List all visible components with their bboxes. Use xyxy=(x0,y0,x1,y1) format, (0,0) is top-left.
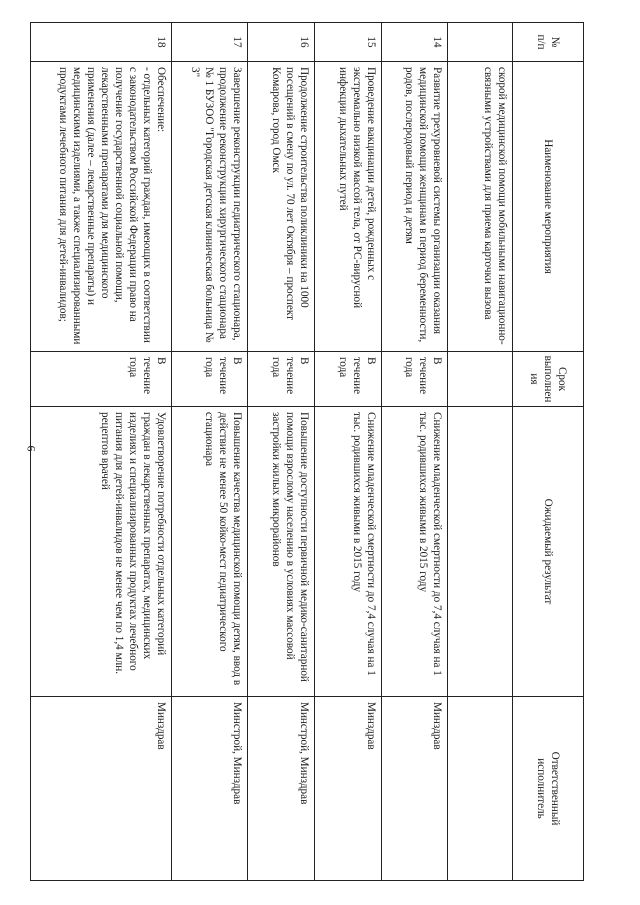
row-term: В течение года xyxy=(315,352,382,407)
row-num: 17 xyxy=(172,23,248,62)
row-term: В течение года xyxy=(382,352,448,407)
row-num: 14 xyxy=(382,23,448,62)
header-name: Наименование мероприятия xyxy=(513,62,584,352)
row-responsible: Минздрав xyxy=(315,697,382,881)
header-num: № п/п xyxy=(513,23,584,62)
row-responsible: Минздрав xyxy=(31,697,172,881)
row-result: Повышение доступности первичной медико-санитарной помощи взрослому населению в условиях массовой застройки жилых микрорайонов xyxy=(248,407,315,697)
row-result: Повышение качества медицинской помощи детям, ввод в действие не менее 50 койко-мест педиатрического стационара xyxy=(172,407,248,697)
measures-table xyxy=(30,22,584,881)
row-term: В течение года xyxy=(248,352,315,407)
row-name: Завершение реконструкции педиатрического стационара, продолжение реконструкции хирургического стационара № 1 БУЗОО "Городская детская клиническая больница № 3" xyxy=(172,62,248,352)
row-name: Продолжение строительства поликлиники на 1000 посещений в смену по ул. 70 лет Октября – проспект Комарова, город Омск xyxy=(248,62,315,352)
measures-table-rotated xyxy=(57,22,584,882)
table-row xyxy=(248,23,315,881)
row-result: Снижение младенческой смертности до 7,4 случая на 1 тыс. родившихся живыми в 2015 году xyxy=(315,407,382,697)
table-header-row xyxy=(513,23,584,881)
row-result xyxy=(448,407,513,697)
row-name: скорой медицинской помощи мобильными навигационно-связными устройствами для приема карточки вызова xyxy=(448,62,513,352)
row-num: 16 xyxy=(248,23,315,62)
row-name: Обеспечение: - отдельных категорий граждан, имеющих в соответствии с законодательством Российской Федерации право на получение государственной социальной помощи, лекарственными препаратами для медицинского применения (далее – лекарственные препараты) и медицинскими изделиями, а также специализированными продуктами лечебного питания для детей-инвалидов; xyxy=(31,62,172,352)
row-responsible xyxy=(448,697,513,881)
header-term: Срок выполнения xyxy=(513,352,584,407)
page-number: 6 xyxy=(24,445,39,452)
row-term: В течение года xyxy=(172,352,248,407)
row-name: Развитие трехуровневой системы организации оказания медицинской помощи женщинам в период беременности, родов, послеродовый период и детям xyxy=(382,62,448,352)
header-result: Ожидаемый результат xyxy=(513,407,584,697)
table-row xyxy=(31,23,172,881)
row-term: В течение года xyxy=(31,352,172,407)
row-result: Удовлетворение потребности отдельных категорий граждан в лекарственных препаратах, медицинских изделиях и специализированных продуктах лечебного питания для детей-инвалидов не менее чем по 1,4 млн. рецептов врачей xyxy=(31,407,172,697)
row-num: 15 xyxy=(315,23,382,62)
header-responsible: Ответственный исполнитель xyxy=(513,697,584,881)
table-row xyxy=(315,23,382,881)
row-num xyxy=(448,23,513,62)
row-term xyxy=(448,352,513,407)
row-responsible: Минстрой, Минздрав xyxy=(248,697,315,881)
table-row xyxy=(382,23,448,881)
row-result: Снижение младенческой смертности до 7,4 случая на 1 тыс. родившихся живыми в 2015 году xyxy=(382,407,448,697)
row-responsible: Минздрав xyxy=(382,697,448,881)
row-responsible: Минстрой, Минздрав xyxy=(172,697,248,881)
table-row xyxy=(172,23,248,881)
row-name: Проведение вакцинации детей, рожденных с экстремально низкой массой тела, от РС-вирусной инфекции дыхательных путей xyxy=(315,62,382,352)
row-num: 18 xyxy=(31,23,172,62)
table-row xyxy=(448,23,513,881)
